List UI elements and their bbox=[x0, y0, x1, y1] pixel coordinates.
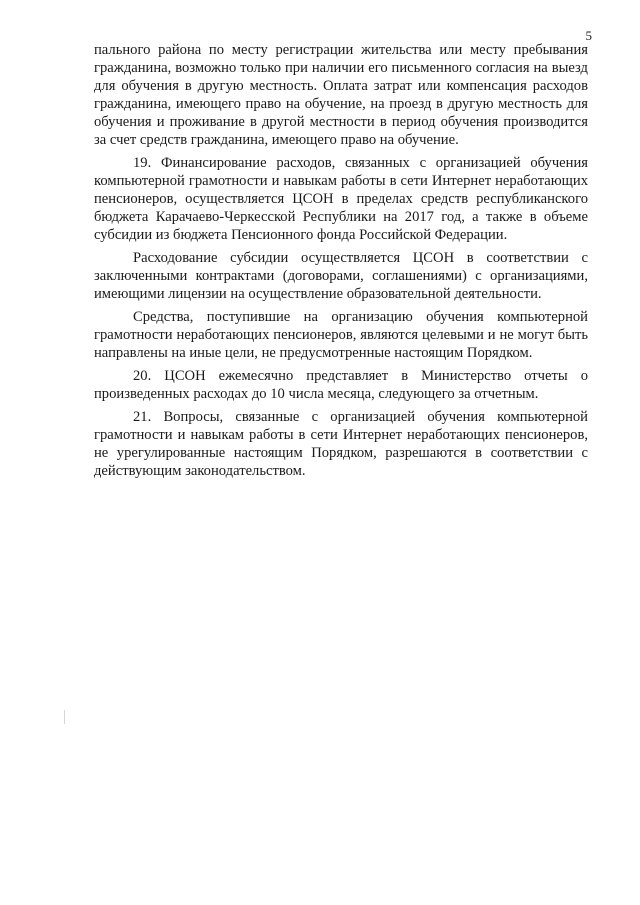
paragraph-target-funds: Средства, поступившие на организацию обучения компьютерной грамотности неработающих пенсионеров, являются целевыми и не могут быть направлены на иные цели, не предусмотренные настоящим Порядком. bbox=[94, 309, 588, 361]
paragraph-item-19: 19. Финансирование расходов, связанных с организацией обучения компьютерной грамотности и навыкам работы в сети Интернет неработающих пенсионеров, осуществляется ЦСОН в пределах средств республиканского бюджета Карачаево-Черкесской Республики на 2017 год, а также в объеме субсидии из бюджета Пенсионного фонда Российской Федерации. bbox=[94, 155, 588, 243]
paragraph-item-20: 20. ЦСОН ежемесячно представляет в Министерство отчеты о произведенных расходах до 10 числа месяца, следующего за отчетным. bbox=[94, 368, 588, 402]
paragraph-item-21: 21. Вопросы, связанные с организацией обучения компьютерной грамотности и навыкам работы в сети Интернет неработающих пенсионеров, не урегулированные настоящим Порядком, разрешаются в соответствии с действующим законодательством. bbox=[94, 409, 588, 479]
page-number: 5 bbox=[585, 28, 592, 43]
paragraph-subsidy-spending: Расходование субсидии осуществляется ЦСОН в соответствии с заключенными контрактами (договорами, соглашениями) с организациями, имеющими лицензии на осуществление образовательной деятельности. bbox=[94, 250, 588, 302]
document-body bbox=[94, 41, 588, 480]
paragraph-continuation: пального района по месту регистрации жительства или месту пребывания гражданина, возможно только при наличии его письменного согласия на выезд для обучения в другую местность. Оплата затрат или компенсация расходов гражданина, имеющего право на обучение, на проезд в другую местность для обучения и проживание в другой местности в период обучения производится за счет средств гражданина, имеющего право на обучение. bbox=[94, 42, 588, 148]
scan-mark bbox=[64, 710, 65, 724]
